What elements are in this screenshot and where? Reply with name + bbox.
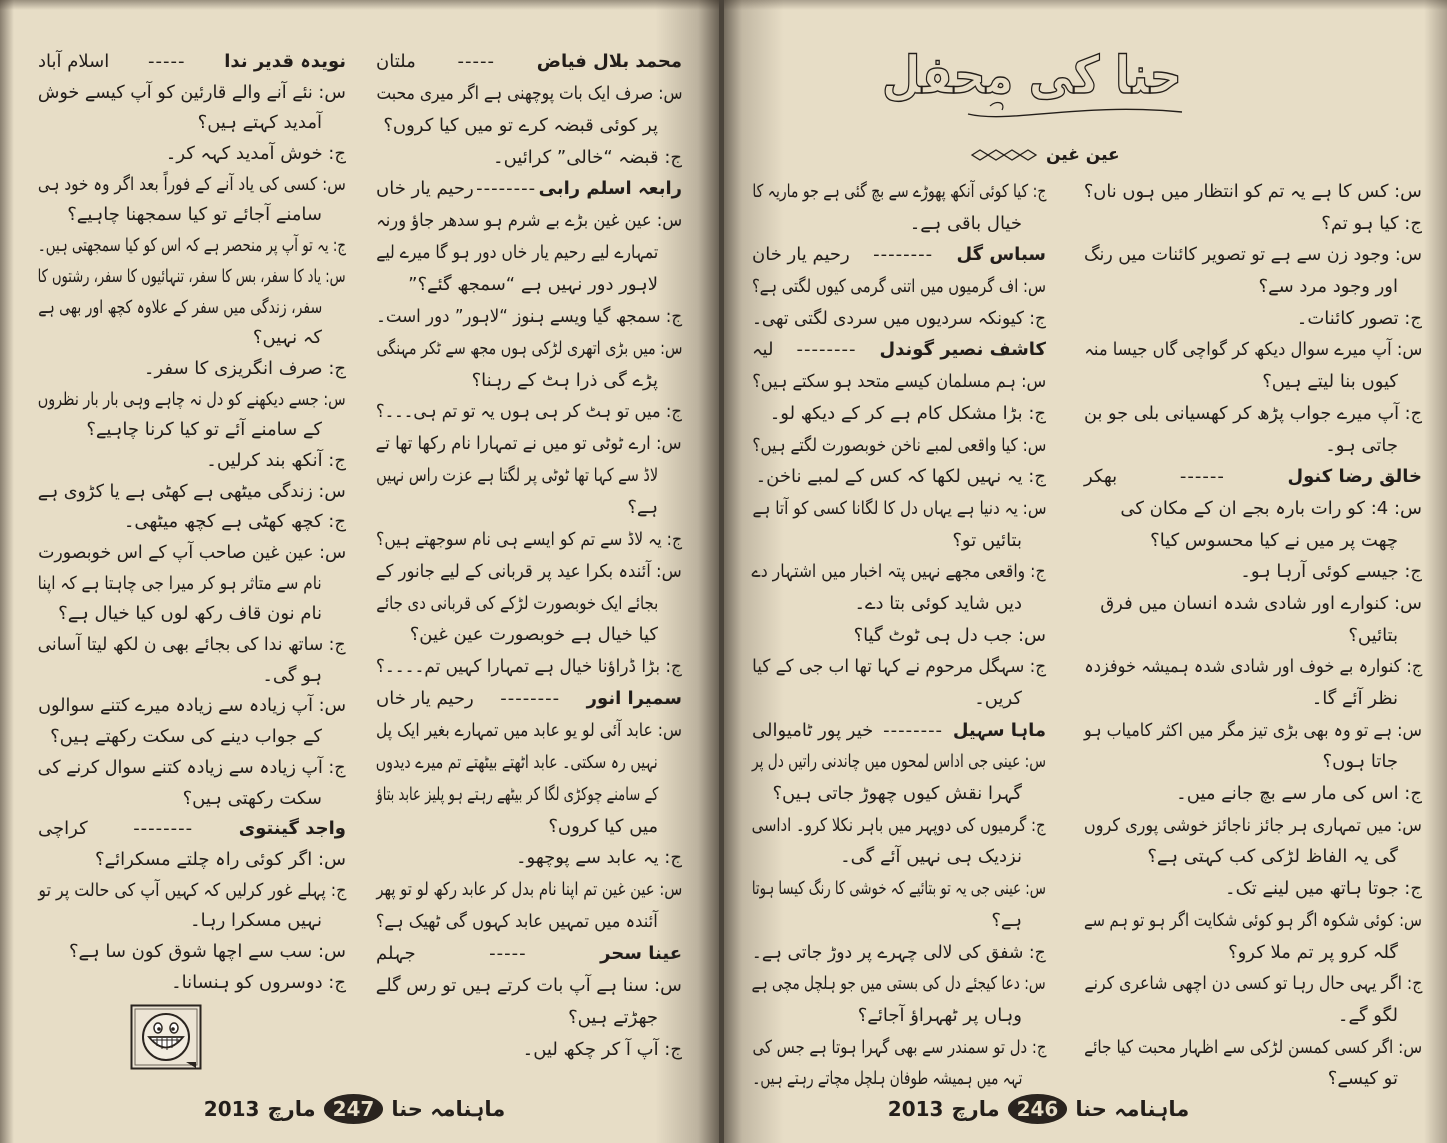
contributor-name: واجد گینتوی bbox=[238, 818, 346, 840]
answer-line bbox=[38, 446, 346, 477]
continuation-line bbox=[38, 599, 346, 630]
contributor-city: بھکر bbox=[1084, 466, 1118, 488]
contributor-name: رابعہ اسلم رابی bbox=[538, 178, 682, 200]
line-text: س: عین غین صاحب آپ کے اس خوبصورت bbox=[37, 542, 346, 563]
line-text: ج: آپ زیادہ سے زیادہ کتنے سوال کرنے کی bbox=[38, 756, 346, 778]
question-line bbox=[1084, 239, 1422, 271]
continuation-line bbox=[376, 811, 682, 843]
line-text: ج: آنکھ بند کرلیں۔ bbox=[206, 449, 346, 471]
line-text: س: یاد کا سفر، بس کا سفر، تنہائیوں کا سفر، رشتوں کا bbox=[37, 265, 346, 287]
continuation-line bbox=[376, 1002, 682, 1034]
separator-dashes: ----- bbox=[489, 943, 527, 965]
answer-line bbox=[376, 396, 682, 428]
line-text: ہو گی۔ bbox=[262, 664, 322, 686]
contributor-line bbox=[376, 46, 682, 78]
answer-line bbox=[1084, 556, 1422, 588]
question-line bbox=[38, 170, 346, 201]
line-text: ج: سمجھ گیا ویسے ہنوز “لاہور” دور است۔ bbox=[375, 305, 682, 327]
answer-line bbox=[38, 968, 346, 999]
continuation-line bbox=[376, 110, 682, 142]
line-text: تو کیسے؟ bbox=[1327, 1068, 1398, 1090]
text-column-left bbox=[752, 176, 1046, 1095]
continuation-line bbox=[1084, 430, 1422, 462]
contributor-line bbox=[1084, 461, 1422, 493]
line-text: ج: شفق کی لالی چہرے پر دوڑ جاتی ہے۔ bbox=[752, 941, 1046, 963]
question-line bbox=[1084, 334, 1422, 366]
question-line bbox=[38, 477, 346, 508]
separator-dashes: -------- bbox=[500, 688, 561, 710]
contributor-name: سباس گل bbox=[956, 244, 1046, 266]
answer-line bbox=[752, 1032, 1046, 1064]
line-text: س: آپ میرے سوال دیکھ کر گواچی گاں جیسا منہ bbox=[1084, 339, 1422, 361]
answer-line bbox=[376, 142, 682, 174]
line-text: جاتی ہو۔ bbox=[1325, 434, 1398, 456]
line-text: سفر، زندگی میں سفر کے علاوہ کچھ اور بھی ہے bbox=[38, 296, 322, 318]
answer-line bbox=[376, 651, 682, 683]
line-text: ج: آپ میرے جواب پڑھ کر کھسیانی بلی جو بن bbox=[1083, 402, 1422, 424]
line-text: ج: یہ تو آپ پر منحصر ہے کہ اس کو کیا سمجھتی ہیں۔ bbox=[37, 235, 346, 257]
line-text: آمدید کہتے ہیں؟ bbox=[197, 112, 322, 134]
answer-line bbox=[38, 876, 346, 907]
separator-dashes: -------- bbox=[133, 818, 194, 840]
continuation-line bbox=[376, 365, 682, 397]
continuation-line bbox=[38, 293, 346, 324]
answer-line bbox=[376, 1034, 682, 1066]
separator-dashes: -------- bbox=[873, 244, 934, 266]
contributor-city: اسلام آباد bbox=[38, 51, 110, 72]
contributor-line bbox=[752, 334, 1046, 366]
line-text: کیوں بنا لیتے ہیں؟ bbox=[1262, 371, 1398, 393]
continuation-line bbox=[376, 906, 682, 938]
page-right bbox=[724, 0, 1447, 1143]
contributor-city: رحیم یار خاں bbox=[376, 178, 474, 200]
line-text: س: دعا کیجئے دل کی بستی میں جو ہلچل مچی ہے bbox=[751, 973, 1046, 995]
line-text: سکت رکھتی ہیں؟ bbox=[182, 787, 322, 809]
continuation-line bbox=[752, 1000, 1046, 1032]
line-text: ج: جیسے کوئی آرہا ہو۔ bbox=[1240, 561, 1422, 583]
line-text: ج: کیا کوئی آنکھ پھوڑے سے بچ گئی ہے جو ماریہ کا bbox=[751, 181, 1046, 202]
line-text: کیا خیال ہے خوبصورت عین غین؟ bbox=[409, 624, 658, 646]
issue-month: مارچ bbox=[951, 1097, 1000, 1121]
continuation-line bbox=[1084, 525, 1422, 557]
line-text: س: عین غین تم اپنا نام بدل کر عابد رکھ لو تو پھر bbox=[375, 879, 682, 901]
continuation-line bbox=[1084, 683, 1422, 715]
answer-line bbox=[752, 303, 1046, 335]
line-text: س: اگر کوئی راہ چلتے مسکرائے؟ bbox=[94, 848, 346, 870]
line-text: نہیں رہ سکتی۔ عابد اٹھتے بیٹھتے تم میرے دیدوں bbox=[375, 751, 658, 773]
answer-line bbox=[38, 507, 346, 538]
contributor-city: لیہ bbox=[752, 339, 774, 361]
contributor-city: رحیم یار خان bbox=[752, 244, 850, 266]
answer-line bbox=[1084, 398, 1422, 430]
continuation-line bbox=[376, 492, 682, 524]
continuation-line bbox=[1084, 366, 1422, 398]
continuation-line bbox=[1084, 841, 1422, 873]
continuation-line bbox=[752, 208, 1046, 240]
line-text: ج: گرمیوں کی دوپہر میں باہر نکلا کرو۔ اداسی bbox=[752, 814, 1046, 836]
question-line bbox=[752, 620, 1046, 652]
continuation-line bbox=[752, 525, 1046, 557]
answer-line bbox=[38, 139, 346, 170]
byline bbox=[970, 142, 1120, 168]
answer-line bbox=[752, 556, 1046, 588]
line-text: ج: یہ عابد سے پوچھو۔ bbox=[515, 847, 682, 869]
question-line bbox=[752, 968, 1046, 1000]
contributor-line bbox=[38, 47, 346, 78]
line-text: س: عینی جی یہ تو بتائیے کہ خوشی کا رنگ کیسا ہوتا bbox=[752, 878, 1046, 900]
continuation-line bbox=[752, 683, 1046, 715]
line-text: س: عین غین بڑے بے شرم ہو سدھر جاؤ ورنہ bbox=[375, 210, 682, 232]
question-line bbox=[38, 845, 346, 876]
question-line bbox=[1084, 715, 1422, 747]
continuation-line bbox=[38, 661, 346, 692]
contributor-name: عینا سحر bbox=[600, 943, 682, 965]
line-text: س: یہ دنیا ہے یہاں دل کا لگانا کسی کو آتا ہے bbox=[751, 497, 1046, 519]
question-line bbox=[752, 430, 1046, 462]
byline-author: عین غین bbox=[1046, 145, 1120, 165]
continuation-line bbox=[38, 906, 346, 937]
question-line bbox=[376, 715, 682, 747]
question-line bbox=[376, 333, 682, 365]
question-line bbox=[1084, 810, 1422, 842]
line-text: ج: جوتا ہاتھ میں لینے تک۔ bbox=[1225, 878, 1422, 900]
line-text: ج: ساتھ ندا کی بجائے بھی ن لکھ لیتا آسانی bbox=[38, 634, 346, 656]
line-text: س: میں بڑی اتھری لڑکی ہوں مجھ سے ٹکر مہنگی bbox=[376, 337, 682, 359]
question-line bbox=[1084, 176, 1422, 208]
question-line bbox=[38, 385, 346, 416]
line-text: جاتا ہوں؟ bbox=[1322, 751, 1398, 773]
contributor-city: جہلم bbox=[376, 943, 416, 965]
line-text: نہیں مسکرا رہا۔ bbox=[190, 910, 322, 932]
continuation-line bbox=[752, 778, 1046, 810]
line-text: س: ارے ٹوٹی تو میں نے تمہارا نام رکھا تھا تے bbox=[376, 433, 682, 455]
answer-line bbox=[38, 630, 346, 661]
line-text: س: کنوارے اور شادی شدہ انسان میں فرق bbox=[1100, 592, 1422, 614]
line-text: ہے؟ bbox=[627, 497, 658, 519]
line-text: ج: دوسروں کو ہنسانا۔ bbox=[171, 971, 346, 993]
line-text: ج: کیونکہ سردیوں میں سردی لگتی تھی۔ bbox=[751, 307, 1046, 329]
separator-dashes: ----- bbox=[457, 51, 495, 72]
line-text: س: کوئی شکوہ اگر ہو کوئی شکایت اگر ہو تو ہم سے bbox=[1083, 909, 1422, 931]
answer-line bbox=[752, 461, 1046, 493]
line-text: کریں۔ bbox=[974, 688, 1022, 709]
answer-line bbox=[376, 301, 682, 333]
contributor-city: ملتان bbox=[376, 51, 416, 72]
line-text: س: جب دل ہی ٹوٹ گیا؟ bbox=[853, 624, 1046, 646]
answer-line bbox=[1084, 208, 1422, 240]
line-text: کے جواب دینے کی سکت رکھتے ہیں؟ bbox=[50, 726, 322, 748]
question-line bbox=[752, 493, 1046, 525]
separator-dashes: -------- bbox=[796, 339, 857, 361]
answer-line bbox=[752, 810, 1046, 842]
line-text: آئندہ میں تمہیں عابد کہوں گی ٹھیک ہے؟ bbox=[375, 911, 658, 933]
line-text: ج: واقعی مجھے نہیں پتہ اخبار میں اشتہار دے bbox=[752, 561, 1046, 583]
diamond-ornament-icon bbox=[970, 149, 1042, 161]
continuation-line bbox=[38, 108, 346, 139]
question-line bbox=[1084, 1032, 1422, 1064]
contributor-line bbox=[38, 814, 346, 845]
text-column-right bbox=[376, 46, 682, 1066]
continuation-line bbox=[1084, 937, 1422, 969]
answer-line bbox=[752, 651, 1046, 683]
line-text: دیں شاید کوئی بتا دے۔ bbox=[854, 592, 1022, 614]
line-text: ج: اگر یہی حال رہا تو کسی دن اچھی شاعری کرنے bbox=[1084, 973, 1422, 995]
line-text: ہے؟ bbox=[991, 909, 1022, 931]
continuation-line bbox=[1084, 1000, 1422, 1032]
text-column-right bbox=[1084, 176, 1422, 1095]
line-text: لاڈ سے کہا تھا ٹوٹی پر لگتا ہے عزت راس نہیں bbox=[375, 465, 658, 487]
line-text: س: عینی جی اداس لمحوں میں چاندنی راتیں دل پر bbox=[752, 751, 1046, 773]
contributor-name: نویدہ قدیر ندا bbox=[224, 51, 346, 72]
line-text: ج: دل تو سمندر سے بھی گہرا ہوتا ہے جس کی bbox=[752, 1036, 1046, 1058]
issue-year: 2013 bbox=[887, 1097, 944, 1121]
continuation-line bbox=[1084, 620, 1422, 652]
line-text: لگو گے۔ bbox=[1337, 1004, 1398, 1026]
line-text: پڑے گی ذرا ہٹ کے رہنا؟ bbox=[471, 369, 658, 391]
line-text: لاہور دور نہیں ہے “سمجھ گئے؟” bbox=[408, 274, 658, 296]
issue-month: مارچ bbox=[267, 1097, 316, 1121]
answer-line bbox=[1084, 968, 1422, 1000]
line-text: چھت پر میں نے کیا محسوس کیا؟ bbox=[1150, 529, 1398, 551]
contributor-city: خیر پور ٹامیوالی bbox=[752, 719, 874, 741]
page-footer bbox=[203, 1091, 506, 1127]
line-text: ج: کچھ کھٹی ہے کچھ میٹھی۔ bbox=[123, 511, 346, 533]
line-text: تہہ میں ہمیشہ طوفان ہلچل مچاتے رہتے ہیں۔ bbox=[752, 1068, 1022, 1090]
question-line bbox=[376, 874, 682, 906]
line-text: ج: صرف انگریزی کا سفر۔ bbox=[143, 357, 346, 379]
continuation-line bbox=[1084, 746, 1422, 778]
page-number-badge: 246 bbox=[1008, 1094, 1068, 1124]
question-line bbox=[752, 746, 1046, 778]
separator-dashes: -------- bbox=[476, 178, 537, 200]
answer-line bbox=[1084, 873, 1422, 905]
continuation-line bbox=[376, 460, 682, 492]
question-line bbox=[1084, 588, 1422, 620]
continuation-line bbox=[376, 237, 682, 269]
line-text: س: آئندہ بکرا عید پر قربانی کے لیے جانور کے bbox=[376, 560, 682, 582]
section-logo: حنا کی محفل bbox=[882, 46, 1182, 106]
line-text: ج: یہ نہیں لکھا کہ کس کے لمبے ناخن۔ bbox=[755, 466, 1046, 488]
line-text: نام نون قاف رکھ لوں کیا خیال ہے؟ bbox=[58, 603, 322, 625]
continuation-line bbox=[1084, 271, 1422, 303]
separator-dashes: ------ bbox=[1179, 466, 1225, 488]
line-text: ج: اس کی مار سے بچ جانے میں۔ bbox=[1176, 783, 1422, 805]
line-text: نزدیک ہی نہیں آئے گی۔ bbox=[840, 846, 1022, 868]
contributor-name: کاشف نصیر گوندل bbox=[879, 339, 1046, 361]
line-text: س: زندگی میٹھی ہے کھٹی ہے یا کڑوی ہے bbox=[38, 480, 346, 502]
contributor-city: کراچی bbox=[38, 818, 88, 840]
question-line bbox=[38, 937, 346, 968]
question-line bbox=[376, 970, 682, 1002]
line-text: س: سنا ہے آپ بات کرتے ہیں تو رس گلے bbox=[376, 974, 682, 996]
contributor-line bbox=[376, 683, 682, 715]
question-line bbox=[38, 78, 346, 109]
line-text: س: کیا واقعی لمبے ناخن خوبصورت لگتے ہیں؟ bbox=[752, 434, 1046, 456]
answer-line bbox=[752, 937, 1046, 969]
line-text: بتائیں تو؟ bbox=[952, 529, 1022, 551]
line-text: س: کسی کی یاد آنے کے فوراً بعد اگر وہ خود ہی bbox=[38, 173, 346, 195]
question-line bbox=[376, 205, 682, 237]
line-text: پر کوئی قبضہ کرے تو میں کیا کروں؟ bbox=[383, 114, 658, 136]
line-text: س: میں تمہاری ہر جائز ناجائز خوشی پوری کروں bbox=[1084, 814, 1422, 836]
line-text: ج: خوش آمدید کہہ کر۔ bbox=[165, 143, 346, 165]
line-text: ج: قبضہ “خالی” کرائیں۔ bbox=[493, 146, 682, 168]
question-line bbox=[38, 538, 346, 569]
smiley-cartoon-image bbox=[130, 1004, 202, 1070]
contributor-city: رحیم یار خاں bbox=[376, 688, 474, 710]
line-text: ج: بڑا مشکل کام ہے کر کے دیکھ لو۔ bbox=[769, 402, 1046, 424]
page-footer bbox=[887, 1091, 1190, 1127]
contributor-name: ماہا سہیل bbox=[952, 719, 1046, 741]
continuation-line bbox=[752, 588, 1046, 620]
answer-line bbox=[38, 231, 346, 262]
question-line bbox=[752, 873, 1046, 905]
line-text: ج: کیا ہو تم؟ bbox=[1321, 212, 1422, 234]
logo-flourish bbox=[960, 100, 1190, 124]
line-text: گلہ کرو پر تم ملا کرو؟ bbox=[1228, 941, 1398, 963]
magazine-name: ماہنامہ حنا bbox=[391, 1097, 506, 1121]
line-text: س: آپ زیادہ سے زیادہ میرے کتنے سوالوں bbox=[38, 695, 346, 717]
continuation-line bbox=[376, 269, 682, 301]
continuation-line bbox=[376, 588, 682, 620]
answer-line bbox=[1084, 778, 1422, 810]
line-text: ج: بڑا ڈراؤنا خیال ہے تمہارا کہیں تم۔۔۔۔؟ bbox=[376, 656, 682, 678]
line-text: س: ہے تو وہ بھی بڑی تیز مگر میں اکثر کامیاب ہو bbox=[1083, 719, 1422, 741]
page-left bbox=[0, 0, 719, 1143]
line-text: س: ہم مسلمان کیسے متحد ہو سکتے ہیں؟ bbox=[752, 371, 1046, 393]
magazine-name: ماہنامہ حنا bbox=[1075, 1097, 1190, 1121]
contributor-name: خالق رضا کنول bbox=[1287, 466, 1422, 488]
line-text: س: نئے آنے والے قارئین کو آپ کیسے خوش bbox=[38, 81, 346, 103]
contributor-line bbox=[752, 239, 1046, 271]
question-line bbox=[1084, 493, 1422, 525]
question-line bbox=[1084, 905, 1422, 937]
line-text: وہاں پر ٹھہراؤ آجائے؟ bbox=[857, 1004, 1022, 1026]
line-text: س: سب سے اچھا شوق کون سا ہے؟ bbox=[68, 940, 346, 962]
line-text: تمہارے لیے رحیم یار خاں دور ہو گا میرے لیے bbox=[375, 242, 658, 264]
line-text: س: عابد آئی لو یو عابد میں تمہارے بغیر ایک پل bbox=[375, 720, 682, 742]
page-number-badge: 247 bbox=[324, 1094, 384, 1124]
line-text: کے سامنے آئے تو کیا کرنا چاہیے؟ bbox=[86, 419, 322, 441]
line-text: ج: میں تو ہٹ کر ہی ہوں یہ تو تم ہی۔۔۔؟ bbox=[376, 401, 682, 423]
line-text: جھڑتے ہیں؟ bbox=[568, 1006, 658, 1028]
answer-line bbox=[752, 398, 1046, 430]
line-text: ج: سہگل مرحوم نے کہا تھا اب جی کے کیا bbox=[751, 656, 1046, 678]
question-line bbox=[376, 556, 682, 588]
answer-line bbox=[1084, 303, 1422, 335]
contributor-name: سمیرا انور bbox=[586, 688, 682, 710]
answer-line bbox=[1084, 651, 1422, 683]
contributor-line bbox=[752, 715, 1046, 747]
question-line bbox=[376, 428, 682, 460]
continuation-line bbox=[376, 779, 682, 811]
line-text: س: جسے دیکھنے کو دل نہ چاہے وہی بار بار نظروں bbox=[38, 388, 346, 410]
line-text: سامنے آجائے تو کیا سمجھنا چاہیے؟ bbox=[67, 204, 322, 226]
line-text: کے سامنے چوکڑی لگا کر بیٹھے رہتے ہو پلیز عابد بتاؤ bbox=[375, 783, 658, 805]
contributor-line bbox=[376, 938, 682, 970]
line-text: کہ نہیں؟ bbox=[252, 327, 322, 349]
answer-line bbox=[752, 176, 1046, 208]
line-text: گی یہ الفاظ لڑکی کب کہتی ہے؟ bbox=[1147, 846, 1398, 868]
continuation-line bbox=[38, 200, 346, 231]
line-text: س: اگر کسی کمسن لڑکی سے اظہار محبت کیا جائے bbox=[1084, 1036, 1422, 1058]
continuation-line bbox=[38, 415, 346, 446]
line-text: گہرا نقش کیوں چھوڑ جاتی ہیں؟ bbox=[772, 783, 1022, 805]
line-text: میں کیا کروں؟ bbox=[548, 815, 658, 837]
continuation-line bbox=[752, 905, 1046, 937]
answer-line bbox=[376, 842, 682, 874]
answer-line bbox=[376, 524, 682, 556]
line-text: نظر آئے گا۔ bbox=[1311, 688, 1398, 709]
contributor-line bbox=[376, 173, 682, 205]
line-text: بجائے ایک خوبصورت لڑکے کی قربانی دی جائے bbox=[375, 592, 658, 614]
line-text: ج: آپ آ کر چکھ لیں۔ bbox=[522, 1038, 682, 1060]
separator-dashes: -------- bbox=[883, 719, 944, 741]
continuation-line bbox=[376, 747, 682, 779]
question-line bbox=[38, 691, 346, 722]
line-text: س: کس کا ہے یہ تم کو انتظار میں ہوں ناں؟ bbox=[1084, 181, 1422, 202]
text-column-left bbox=[38, 47, 346, 998]
separator-dashes: ----- bbox=[147, 51, 186, 72]
line-text: خیال باقی ہے۔ bbox=[909, 212, 1022, 234]
issue-year: 2013 bbox=[203, 1097, 260, 1121]
continuation-line bbox=[376, 619, 682, 651]
line-text: ج: کنوارہ بے خوف اور شادی شدہ ہمیشہ خوفزدہ bbox=[1084, 656, 1422, 678]
line-text: س: 4: کو رات بارہ بجے ان کے مکان کی bbox=[1120, 497, 1422, 519]
question-line bbox=[376, 78, 682, 110]
question-line bbox=[752, 366, 1046, 398]
question-line bbox=[752, 271, 1046, 303]
continuation-line bbox=[752, 841, 1046, 873]
line-text: بتائیں؟ bbox=[1348, 624, 1398, 646]
line-text: ج: تصور کائنات۔ bbox=[1296, 307, 1422, 329]
line-text: س: اف گرمیوں میں اتنی گرمی کیوں لگتی ہے؟ bbox=[752, 276, 1046, 298]
line-text: س: صرف ایک بات پوچھنی ہے اگر میری محبت bbox=[375, 82, 682, 104]
contributor-name: محمد بلال فیاض bbox=[536, 51, 682, 72]
line-text: ج: یہ لاڈ سے تم کو ایسے ہی نام سوجھتے ہیں؟ bbox=[376, 528, 682, 550]
line-text: س: وجود زن سے ہے تو تصویر کائنات میں رنگ bbox=[1083, 244, 1422, 266]
question-line bbox=[38, 262, 346, 293]
line-text: ج: پہلے غور کرلیں کہ کہیں آپ کی حالت پر تو bbox=[37, 879, 346, 901]
line-text: اور وجود مرد سے؟ bbox=[1258, 276, 1398, 298]
line-text: نام سے متاثر ہو کر میرا جی چاہتا ہے کہ اپنا bbox=[37, 572, 322, 594]
continuation-line bbox=[38, 569, 346, 600]
